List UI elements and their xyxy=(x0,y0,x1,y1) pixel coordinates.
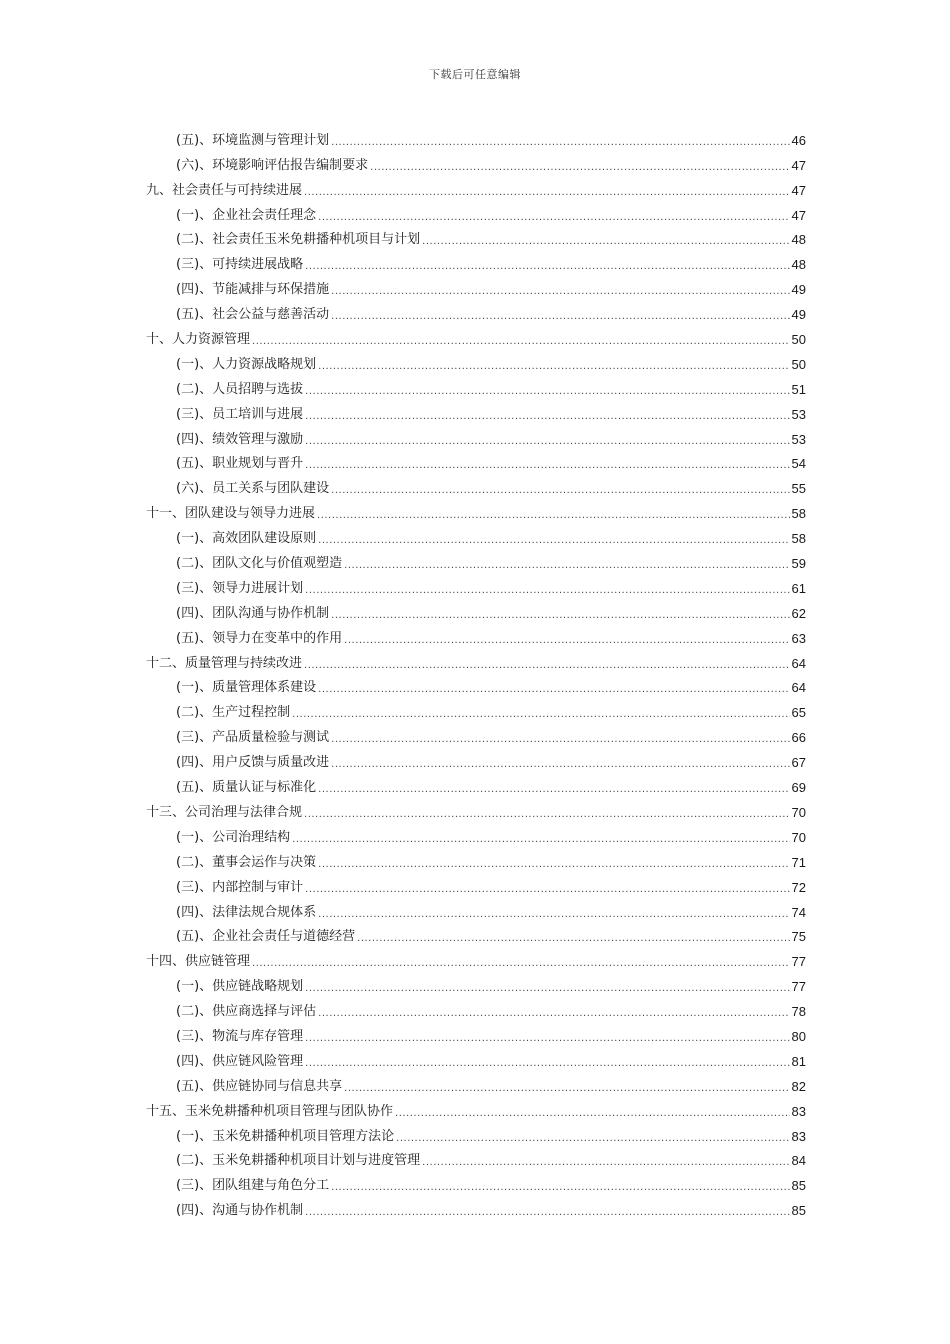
toc-page-number: 78 xyxy=(791,1004,806,1020)
toc-page-number: 58 xyxy=(791,531,806,547)
toc-page-number: 85 xyxy=(791,1203,806,1219)
toc-dot-leader xyxy=(317,508,790,524)
toc-dot-leader xyxy=(331,135,789,151)
toc-page-number: 46 xyxy=(791,132,806,148)
toc-entry-title: (三)、可持续进展战略 xyxy=(176,257,304,273)
toc-entry-title: (四)、沟通与协作机制 xyxy=(176,1203,304,1219)
toc-entry-title: (五)、职业规划与晋升 xyxy=(176,456,304,472)
toc-entry-title: (五)、供应链协同与信息共享 xyxy=(176,1078,343,1094)
toc-dot-leader xyxy=(318,533,789,549)
toc-entry-title: (三)、领导力进展计划 xyxy=(176,580,304,596)
toc-page-number: 84 xyxy=(791,1153,806,1169)
toc-entry-title: 十五、玉米免耕播种机项目管理与团队协作 xyxy=(146,1103,394,1119)
toc-page-number: 64 xyxy=(791,655,806,671)
toc-entry-title: (二)、董事会运作与决策 xyxy=(176,854,317,870)
toc-page-number: 80 xyxy=(791,1028,806,1044)
toc-page-number: 50 xyxy=(791,332,806,348)
toc-dot-leader xyxy=(331,608,789,624)
toc-page-number: 74 xyxy=(791,904,806,920)
toc-dot-leader xyxy=(422,1155,789,1171)
toc-entry-title: (三)、团队组建与角色分工 xyxy=(176,1178,330,1194)
toc-section-entry[interactable] xyxy=(146,873,806,898)
toc-entry-title: (五)、社会公益与慈善活动 xyxy=(176,307,330,323)
toc-dot-leader xyxy=(331,732,789,748)
toc-entry-title: (二)、供应商选择与评估 xyxy=(176,1004,317,1020)
toc-section-entry[interactable] xyxy=(146,549,806,574)
toc-section-entry[interactable] xyxy=(146,524,806,549)
page-header: 下载后可任意编辑 xyxy=(429,68,521,81)
toc-entry-title: (四)、绩效管理与激励 xyxy=(176,431,304,447)
toc-dot-leader xyxy=(331,284,789,300)
toc-dot-leader xyxy=(305,384,789,400)
toc-dot-leader xyxy=(305,409,789,425)
toc-section-entry[interactable] xyxy=(146,624,806,649)
toc-chapter-entry[interactable] xyxy=(146,798,806,823)
toc-section-entry[interactable] xyxy=(146,723,806,748)
toc-section-entry[interactable] xyxy=(146,450,806,475)
toc-section-entry[interactable] xyxy=(146,574,806,599)
toc-entry-title: (四)、供应链风险管理 xyxy=(176,1053,304,1069)
toc-page-number: 70 xyxy=(791,804,806,820)
toc-page-number: 65 xyxy=(791,705,806,721)
toc-entry-title: 十、人力资源管理 xyxy=(146,332,251,348)
toc-page-number: 72 xyxy=(791,879,806,895)
toc-section-entry[interactable] xyxy=(146,823,806,848)
toc-page-number: 54 xyxy=(791,456,806,472)
toc-dot-leader xyxy=(305,1205,789,1221)
toc-entry-title: (四)、团队沟通与协作机制 xyxy=(176,605,330,621)
toc-dot-leader xyxy=(252,956,790,972)
toc-page-number: 47 xyxy=(791,157,806,173)
toc-dot-leader xyxy=(318,359,789,375)
toc-page-number: 83 xyxy=(791,1128,806,1144)
toc-entry-title: (五)、企业社会责任与道德经营 xyxy=(176,929,356,945)
toc-dot-leader xyxy=(305,1056,789,1072)
toc-section-entry[interactable] xyxy=(146,151,806,176)
toc-section-entry[interactable] xyxy=(146,1022,806,1047)
toc-dot-leader xyxy=(304,658,790,674)
toc-dot-leader xyxy=(318,210,789,226)
toc-dot-leader xyxy=(305,1031,789,1047)
toc-page-number: 85 xyxy=(791,1178,806,1194)
toc-dot-leader xyxy=(252,334,790,350)
toc-entry-title: (六)、员工关系与团队建设 xyxy=(176,481,330,497)
toc-dot-leader xyxy=(331,309,789,325)
toc-entry-title: 十二、质量管理与持续改进 xyxy=(146,655,303,671)
toc-entry-title: (五)、领导力在变革中的作用 xyxy=(176,630,343,646)
toc-section-entry[interactable] xyxy=(146,923,806,948)
toc-entry-title: (五)、质量认证与标准化 xyxy=(176,780,317,796)
toc-entry-title: (一)、人力资源战略规划 xyxy=(176,356,317,372)
toc-page-number: 58 xyxy=(791,506,806,522)
toc-chapter-entry[interactable] xyxy=(146,1097,806,1122)
toc-dot-leader xyxy=(318,907,789,923)
toc-section-entry[interactable] xyxy=(146,1072,806,1097)
toc-page-number: 50 xyxy=(791,356,806,372)
toc-section-entry[interactable] xyxy=(146,474,806,499)
toc-dot-leader xyxy=(305,882,789,898)
toc-section-entry[interactable] xyxy=(146,674,806,699)
toc-dot-leader xyxy=(357,931,789,947)
toc-entry-title: (二)、社会责任玉米免耕播种机项目与计划 xyxy=(176,232,421,248)
toc-page-number: 83 xyxy=(791,1103,806,1119)
toc-dot-leader xyxy=(344,558,789,574)
toc-section-entry[interactable] xyxy=(146,1122,806,1147)
toc-section-entry[interactable] xyxy=(146,848,806,873)
toc-page-number: 82 xyxy=(791,1078,806,1094)
toc-section-entry[interactable] xyxy=(146,997,806,1022)
toc-entry-title: (二)、玉米免耕播种机项目计划与进度管理 xyxy=(176,1153,421,1169)
toc-dot-leader xyxy=(331,1180,789,1196)
toc-entry-title: (二)、人员招聘与选拔 xyxy=(176,381,304,397)
toc-section-entry[interactable] xyxy=(146,350,806,375)
toc-section-entry[interactable] xyxy=(146,748,806,773)
toc-entry-title: (四)、节能减排与环保措施 xyxy=(176,282,330,298)
toc-entry-title: (六)、环境影响评估报告编制要求 xyxy=(176,157,369,173)
toc-page-number: 47 xyxy=(791,207,806,223)
toc-dot-leader xyxy=(292,832,789,848)
toc-chapter-entry[interactable] xyxy=(146,649,806,674)
toc-dot-leader xyxy=(305,981,789,997)
toc-page-number: 53 xyxy=(791,406,806,422)
toc-page-number: 81 xyxy=(791,1053,806,1069)
toc-entry-title: (三)、内部控制与审计 xyxy=(176,879,304,895)
toc-page-number: 48 xyxy=(791,257,806,273)
toc-section-entry[interactable] xyxy=(146,1171,806,1196)
toc-page-number: 67 xyxy=(791,755,806,771)
toc-section-entry[interactable] xyxy=(146,300,806,325)
toc-entry-title: 十四、供应链管理 xyxy=(146,954,251,970)
toc-dot-leader xyxy=(344,1081,789,1097)
toc-section-entry[interactable] xyxy=(146,226,806,251)
toc-entry-title: (一)、企业社会责任理念 xyxy=(176,207,317,223)
toc-chapter-entry[interactable] xyxy=(146,499,806,524)
toc-dot-leader xyxy=(292,707,789,723)
toc-section-entry[interactable] xyxy=(146,599,806,624)
toc-dot-leader xyxy=(331,757,789,773)
toc-section-entry[interactable] xyxy=(146,201,806,226)
toc-dot-leader xyxy=(318,1006,789,1022)
toc-entry-title: (三)、员工培训与进展 xyxy=(176,406,304,422)
toc-section-entry[interactable] xyxy=(146,425,806,450)
toc-section-entry[interactable] xyxy=(146,1147,806,1172)
toc-chapter-entry[interactable] xyxy=(146,176,806,201)
toc-dot-leader xyxy=(305,259,789,275)
toc-dot-leader xyxy=(304,807,790,823)
toc-entry-title: (二)、生产过程控制 xyxy=(176,705,291,721)
toc-section-entry[interactable] xyxy=(146,698,806,723)
toc-page-number: 63 xyxy=(791,630,806,646)
toc-section-entry[interactable] xyxy=(146,1047,806,1072)
toc-dot-leader xyxy=(305,583,789,599)
toc-dot-leader xyxy=(304,185,790,201)
toc-page-number: 47 xyxy=(791,182,806,198)
toc-page-number: 77 xyxy=(791,979,806,995)
toc-entry-title: (一)、玉米免耕播种机项目管理方法论 xyxy=(176,1128,395,1144)
toc-entry-title: (一)、供应链战略规划 xyxy=(176,979,304,995)
toc-section-entry[interactable] xyxy=(146,375,806,400)
toc-dot-leader xyxy=(318,782,789,798)
toc-entry-title: (四)、法律法规合规体系 xyxy=(176,904,317,920)
toc-section-entry[interactable] xyxy=(146,1196,806,1221)
toc-page-number: 69 xyxy=(791,780,806,796)
toc-chapter-entry[interactable] xyxy=(146,947,806,972)
table-of-contents xyxy=(146,126,806,1221)
toc-page-number: 59 xyxy=(791,556,806,572)
toc-section-entry[interactable] xyxy=(146,972,806,997)
toc-page-number: 71 xyxy=(791,854,806,870)
toc-dot-leader xyxy=(422,234,789,250)
toc-page-number: 62 xyxy=(791,605,806,621)
toc-page-number: 48 xyxy=(791,232,806,248)
toc-dot-leader xyxy=(396,1131,789,1147)
toc-dot-leader xyxy=(318,682,789,698)
toc-dot-leader xyxy=(331,483,789,499)
toc-entry-title: (二)、团队文化与价值观塑造 xyxy=(176,556,343,572)
toc-page-number: 49 xyxy=(791,307,806,323)
toc-entry-title: (五)、环境监测与管理计划 xyxy=(176,132,330,148)
toc-page-number: 64 xyxy=(791,680,806,696)
toc-page-number: 55 xyxy=(791,481,806,497)
toc-dot-leader xyxy=(318,857,789,873)
toc-section-entry[interactable] xyxy=(146,275,806,300)
toc-section-entry[interactable] xyxy=(146,773,806,798)
toc-page-number: 77 xyxy=(791,954,806,970)
toc-entry-title: (三)、产品质量检验与测试 xyxy=(176,730,330,746)
toc-entry-title: (一)、高效团队建设原则 xyxy=(176,531,317,547)
toc-dot-leader xyxy=(305,458,789,474)
toc-page-number: 75 xyxy=(791,929,806,945)
toc-page-number: 49 xyxy=(791,282,806,298)
toc-page-number: 53 xyxy=(791,431,806,447)
toc-section-entry[interactable] xyxy=(146,126,806,151)
toc-section-entry[interactable] xyxy=(146,400,806,425)
toc-entry-title: (一)、质量管理体系建设 xyxy=(176,680,317,696)
toc-section-entry[interactable] xyxy=(146,250,806,275)
toc-dot-leader xyxy=(395,1106,790,1122)
toc-page-number: 70 xyxy=(791,829,806,845)
toc-page-number: 51 xyxy=(791,381,806,397)
toc-section-entry[interactable] xyxy=(146,898,806,923)
toc-entry-title: (一)、公司治理结构 xyxy=(176,829,291,845)
toc-entry-title: (四)、用户反馈与质量改进 xyxy=(176,755,330,771)
toc-page-number: 61 xyxy=(791,580,806,596)
toc-dot-leader xyxy=(344,633,789,649)
toc-dot-leader xyxy=(370,160,789,176)
toc-entry-title: 十一、团队建设与领导力进展 xyxy=(146,506,316,522)
toc-entry-title: 九、社会责任与可持续进展 xyxy=(146,182,303,198)
toc-dot-leader xyxy=(305,434,789,450)
toc-entry-title: (三)、物流与库存管理 xyxy=(176,1028,304,1044)
toc-page-number: 66 xyxy=(791,730,806,746)
toc-entry-title: 十三、公司治理与法律合规 xyxy=(146,804,303,820)
toc-chapter-entry[interactable] xyxy=(146,325,806,350)
